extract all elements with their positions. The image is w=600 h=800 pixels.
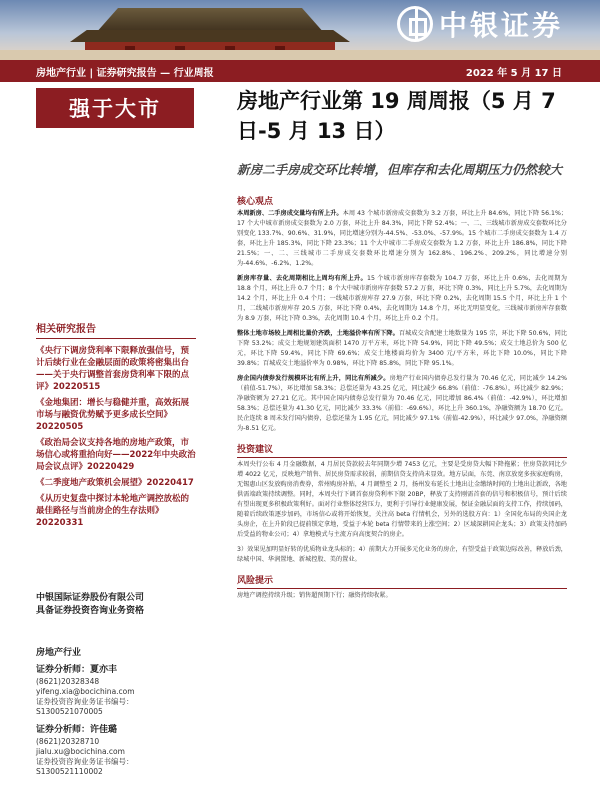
advice-paragraph: 本周央行公布 4 月金融数据，4 月居民贷款较去年同期少增 7453 亿元，主要是受房贷大幅下降拖累；住房贷款同比少增 4022 亿元，反映地产销售、居民房贷需求较弱，前期信贷支持尚未显效。地方层面，东莞、南京放宽多孩家庭购房，无锡惠山区发放购房消费券，常州购房补贴，4 月调整至 2 月，扬州发布延长土地出让金缴纳时间的土地出让新政，各地供需端政策持续调整。同时，本周央行下调首套房贷利率下限 20BP，释放了支持刚需首套的信号和积极信号，预计后续有望出现更多积极政策利好。面对行业整体经营压力，更利于引导行业健康发展，保证金融层面的支持工作，持续加码，随着后续政策逐步加码，市场信心或将开始恢复，关注高 beta 行情机会，另外的选股方向：1）全国化布局的央国企龙头房企，在上升阶段已提前锁定拿地，受益于本轮 beta 行情带来的上涨空间；2）区域深耕国企龙头；3）政策支持加码后受益的物业公司；4）拿地模式与主流方向高度契合的房企。: [237, 461, 567, 538]
report-category: 房地产行业 | 证券研究报告 — 行业周报: [36, 67, 214, 79]
core-paragraph: 新房库存量、去化周期相比上周均有所上升。15 个城市新房库存套数为 104.7 万套，环比上升 0.6%，去化周期为 18.8 个月，环比上升 0.7 个月；8 个大中城市新房库存套数 57.2 万套，环比下降 0.3%，同比上升 5.7%，去化周期为 14.2 个月，环比上升 0.4 个月；一线城市新房库存 27.9 万套，环比下降 0.2%，去化周期 15.5 个月，环比上升 1 个月，二线城市新房库存 20.5 万套，环比下降 0.4%，去化周期为 14.8 个月，环比无明显变化，三线城市新房库存套数为 8.9 万套，环比下降 0.3%，去化周期 10.4 个月，环比上升 0.2 个月。: [237, 275, 567, 322]
report-category-bar: [0, 60, 600, 82]
analyst-cert: 证券投资咨询业务证书编号：S1300521110002: [36, 757, 134, 776]
analyst-email[interactable]: yifeng.xia@bocichina.com: [36, 687, 135, 696]
banner-ground-shape: [0, 50, 600, 60]
report-date: 2022 年 5 月 17 日: [465, 67, 562, 79]
firm-info: 中银国际证券股份有限公司 具备证券投资咨询业务资格: [36, 593, 145, 616]
core-paragraph: 本周新房、二手房成交量均有所上升。本周 43 个城市新房成交套数为 3.2 万套，环比上升 84.6%，同比下降 56.1%；17 个大中城市新房成交套数为 2.0 万套，环比上升 84.3%，同比下降 52.4%；一、二、三线城市新房成交套数环比分别变化 133.7%、90.6%、31.9%，同比增速分别为-44.5%、-53.0%、-57.9%。15 个城市二手房成交套数为 1.4 万套，环比上升 185.3%，同比下降 23.3%；11 个大中城市二手房成交套数为 1.2 万套，环比上升 186.8%，同比下降 21.5%；一、二、三线城市二手房成交套数环比增速分别为 162.8%、196.2%、209.2%，同比增速分别为-44.6%、-6.2%、1.2%。: [237, 210, 568, 267]
sector-label: 房地产行业: [36, 648, 82, 658]
analyst-cert: 证券投资咨询业务证书编号：S1300521070005: [36, 697, 134, 716]
advice-paragraph: 3）效果见加明显好转的优质物业龙头标的；4）前期大力开展多元化业务的房企，有望受益于政策边际改善，释放后劲，绿城中国、华润置地、新城控股、美的置业。: [237, 546, 567, 563]
banner-roof-eave-shape: [70, 30, 350, 42]
related-report-link[interactable]: 《二季度地产政策机会展望》20220417: [36, 478, 194, 488]
related-report-link[interactable]: 《金地集团：增长与稳健并重，高效拓展市场与融资优势赋予更多成长空间》20220505: [36, 398, 190, 432]
related-report-link[interactable]: 《从历史复盘中探讨本轮地产调控放松的最佳路径与当前房企的生存法则》20220331: [36, 494, 190, 528]
related-reports: [36, 320, 196, 533]
advice-heading: 投资建议: [237, 442, 567, 458]
analyst-name: 证券分析师：许佳璐: [36, 725, 118, 735]
analyst-card: [36, 722, 196, 777]
related-report-link[interactable]: 《政治局会议支持各地的房地产政策，市场信心或将重拾向好——2022年中央政治局会议点评》20220429: [36, 438, 196, 472]
analyst-phone: (8621)20328348: [36, 677, 100, 686]
core-paragraph: 整体土地市场较上周相比量价齐跌，土地溢价率有所下降。百城成交含配建土地数量为 195 宗，环比下降 50.6%，同比下降 53.2%；成交土地规划建筑面积 1470 万平方米，环比下降 54.9%，同比下降 49.5%；成交土地总价为 500 亿元，环比下降 59.4%，同比下降 69.6%；成交土地楼面均价为 3400 元/平方米，环比下降 10.0%，同比下降 39.8%；百城成交土地溢价率为 0.98%，环比下降 85.8%，同比下降 95.1%。: [237, 330, 568, 367]
risk-heading: 风险提示: [237, 573, 567, 589]
main-content: [237, 86, 567, 606]
report-title: 房地产行业第 19 周周报（5 月 7 日-5 月 13 日）: [237, 89, 556, 143]
logo-emblem-icon: [397, 6, 433, 42]
analyst-card: [36, 662, 196, 717]
logo-text: 中银证券: [439, 9, 564, 42]
related-report-link[interactable]: 《央行下调房贷利率下限释放强信号，预计后续行业在金融层面的政策将密集出台——关于央行调整首套房贷利率下限的点评》20220515: [36, 346, 190, 392]
company-logo: [397, 4, 563, 44]
report-subtitle: 新房二手房成交环比转增，但库存和去化周期压力仍然较大: [237, 162, 563, 177]
rating-badge: 强于大市: [36, 88, 194, 128]
analyst-email[interactable]: jialu.xu@bocichina.com: [36, 747, 125, 756]
risk-text: 房地产调控持续升级；销售超预期下行；融资持续收紧。: [237, 592, 392, 599]
core-paragraph: 房企国内债券发行规模环比有所上升，同比有所减少。房地产行业国内债券总发行量为 70.46 亿元，同比减少 14.2%（前值-51.7%），环比增加 58.3%；总偿还量为 43.25 亿元，同比减少 66.8%（前值：-76.8%），环比减少 82.9%；净融资额为 27.21 亿元。其中国企国内债券总发行量为 70.46 亿元，同比增加 86.4%（前值：-42.9%），环比增加 58.3%；总偿还量为 41.30 亿元，同比减少 33.3%（前值：-69.6%），环比上升 360.1%，净融资额为 18.70 亿元。民企连续 8 周未发行国内债券，总偿还量为 1.95 亿元，同比减少 97.1%（前值-42.9%），环比减少 97.0%，净融资额为-8.51 亿元。: [237, 375, 567, 432]
related-heading: 相关研究报告: [36, 320, 196, 339]
cover-banner: [0, 0, 600, 60]
analyst-name: 证券分析师：夏亦丰: [36, 665, 118, 675]
analyst-phone: (8621)20328710: [36, 737, 100, 746]
core-heading: 核心观点: [237, 197, 274, 207]
